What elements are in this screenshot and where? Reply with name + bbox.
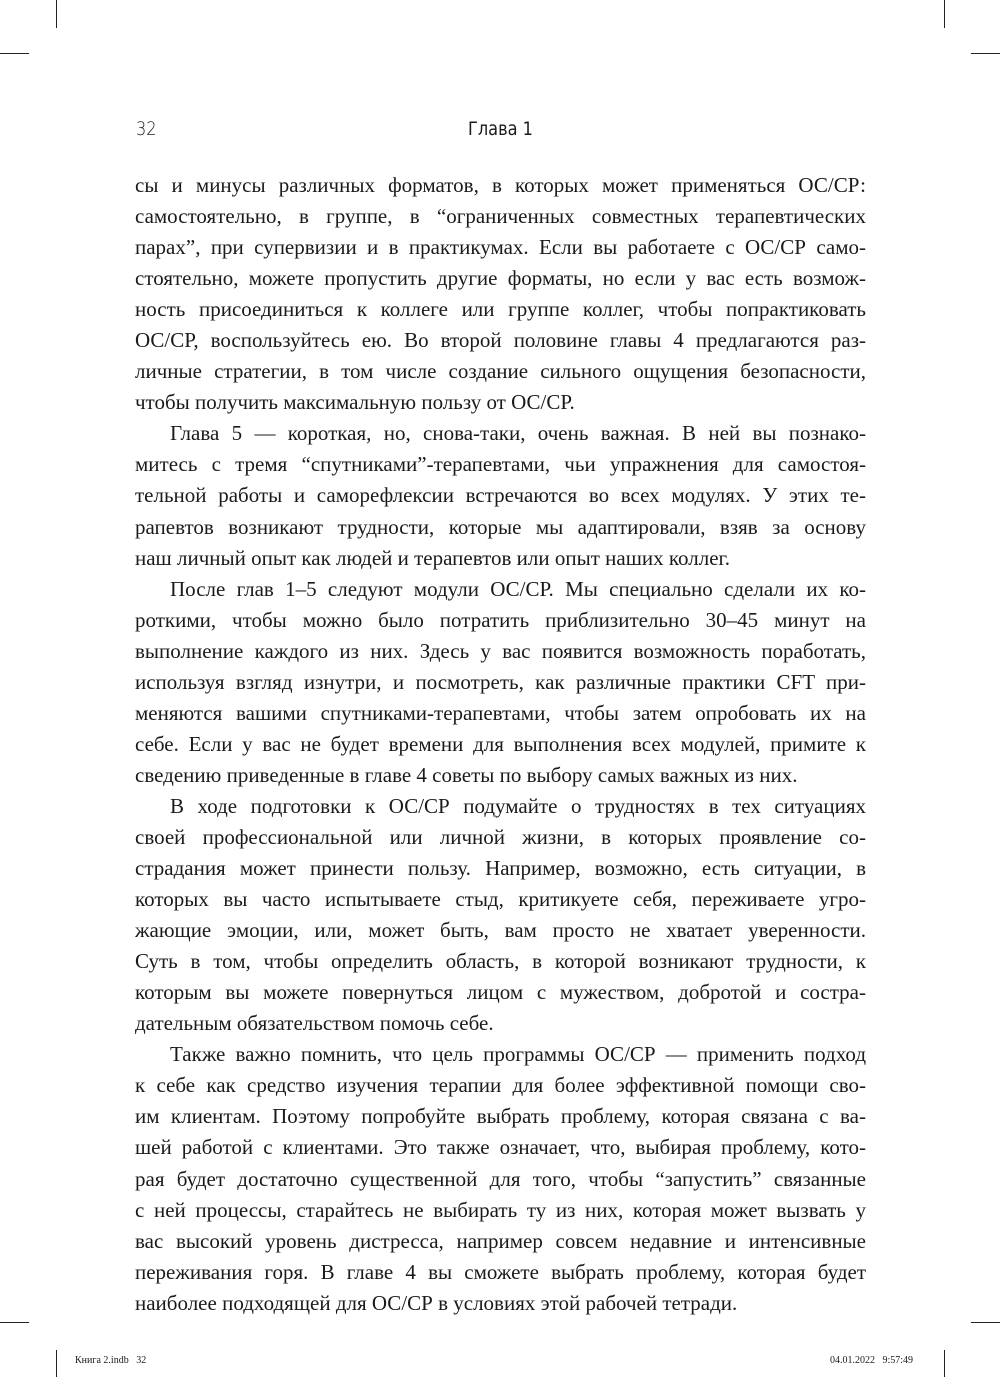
text-line: жающие эмоции, или, может быть, вам просто не хватает уверенности.: [135, 918, 866, 943]
text-line: переживания горя. В главе 4 вы сможете выбрать проблему, которая будет: [135, 1259, 866, 1284]
text-line: ОС/СР, воспользуйтесь ею. Во второй половине главы 4 предлагаются раз-: [135, 328, 866, 353]
text-line: наш личный опыт как людей и терапевтов или опыт наших коллег.: [135, 545, 731, 570]
text-line: В ходе подготовки к ОС/СР подумайте о трудностях в тех ситуациях: [170, 793, 866, 818]
page-number: 32: [136, 118, 157, 140]
paragraph: [135, 1039, 866, 1318]
crop-mark: [56, 0, 57, 28]
crop-mark: [56, 1350, 57, 1377]
body-text: [135, 170, 866, 1319]
running-head: Глава 1: [468, 118, 533, 140]
text-line: дательным обязательством помочь себе.: [135, 1011, 494, 1036]
text-line: парах”, при супервизии и в практикумах. Если вы работаете с ОС/СР само-: [135, 235, 866, 260]
text-line: сы и минусы различных форматов, в которых может применяться ОС/СР:: [135, 173, 866, 197]
text-line: стоятельно, можете пропустить другие форматы, но если у вас есть возмож-: [135, 266, 866, 291]
crop-mark: [0, 1322, 29, 1323]
text-line: тельной работы и саморефлексии встречаются во всех модулях. У этих те-: [135, 483, 866, 508]
slug-file: Книга 2.indb 32: [75, 1355, 147, 1366]
text-line: После глав 1–5 следуют модули ОС/СР. Мы специально сделали их ко-: [170, 576, 866, 601]
text-line: личные стратегии, в том числе создание сильного ощущения безопасности,: [135, 359, 866, 384]
crop-mark: [944, 1350, 945, 1377]
text-line: наиболее подходящей для ОС/СР в условиях этой рабочей тетради.: [135, 1290, 738, 1315]
paragraph: [135, 170, 866, 418]
text-line: выполнение каждого из них. Здесь у вас появится возможность поработать,: [135, 638, 866, 663]
paragraph: [135, 418, 866, 573]
text-line: Суть в том, чтобы определить область, в которой возникают трудности, к: [135, 949, 866, 974]
crop-mark: [0, 53, 29, 54]
slug-timestamp: 04.01.2022 9:57:49: [830, 1355, 914, 1366]
text-line: которых вы часто испытываете стыд, критикуете себя, переживаете угро-: [135, 887, 866, 912]
crop-mark: [944, 0, 945, 28]
text-line: своей профессиональной или личной жизни, в которых проявление со-: [135, 824, 866, 849]
crop-mark: [971, 1322, 1000, 1323]
paragraph: [135, 574, 866, 791]
text-line: им клиентам. Поэтому попробуйте выбрать проблему, которая связана с ва-: [135, 1104, 866, 1129]
text-line: роткими, чтобы можно было потратить приблизительно 30–45 минут на: [135, 607, 866, 632]
text-line: страдания может принести пользу. Например, возможно, есть ситуации, в: [135, 856, 866, 881]
text-line: меняются вашими спутниками-терапевтами, чтобы затем опробовать их на: [135, 700, 866, 725]
text-line: самостоятельно, в группе, в “ограниченных совместных терапевтических: [135, 204, 866, 229]
text-line: чтобы получить максимальную пользу от ОС/СР.: [135, 390, 575, 415]
text-line: ность присоединиться к коллеге или группе коллег, чтобы попрактиковать: [135, 297, 866, 322]
text-line: рая будет достаточно существенной для того, чтобы “запустить” связанные: [135, 1166, 866, 1191]
text-line: вас высокий уровень дистресса, например совсем недавние и интенсивные: [135, 1228, 866, 1253]
crop-mark: [971, 53, 1000, 54]
text-line: используя взгляд изнутри, и посмотреть, как различные практики CFT при-: [135, 669, 866, 694]
text-line: себе. Если у вас не будет времени для выполнения всех модулей, примите к: [135, 731, 866, 756]
text-line: сведению приведенные в главе 4 советы по выбору самых важных из них.: [135, 762, 798, 787]
text-line: Глава 5 — короткая, но, снова-таки, очень важная. В ней вы познако-: [170, 421, 866, 446]
text-line: рапевтов возникают трудности, которые мы адаптировали, взяв за основу: [135, 514, 866, 539]
text-line: к себе как средство изучения терапии для более эффективной помощи сво-: [135, 1073, 866, 1098]
paragraph: [135, 791, 866, 1039]
text-line: которым вы можете повернуться лицом с мужеством, добротой и состра-: [135, 980, 866, 1005]
text-line: шей работой с клиентами. Это также означает, что, выбирая проблему, кото-: [135, 1135, 866, 1160]
text-line: с ней процессы, старайтесь не выбирать ту из них, которая может вызвать у: [135, 1197, 866, 1222]
text-line: митесь с тремя “спутниками”-терапевтами, чьи упражнения для самостоя-: [135, 452, 866, 477]
text-line: Также важно помнить, что цель программы ОС/СР — применить подход: [170, 1042, 866, 1067]
